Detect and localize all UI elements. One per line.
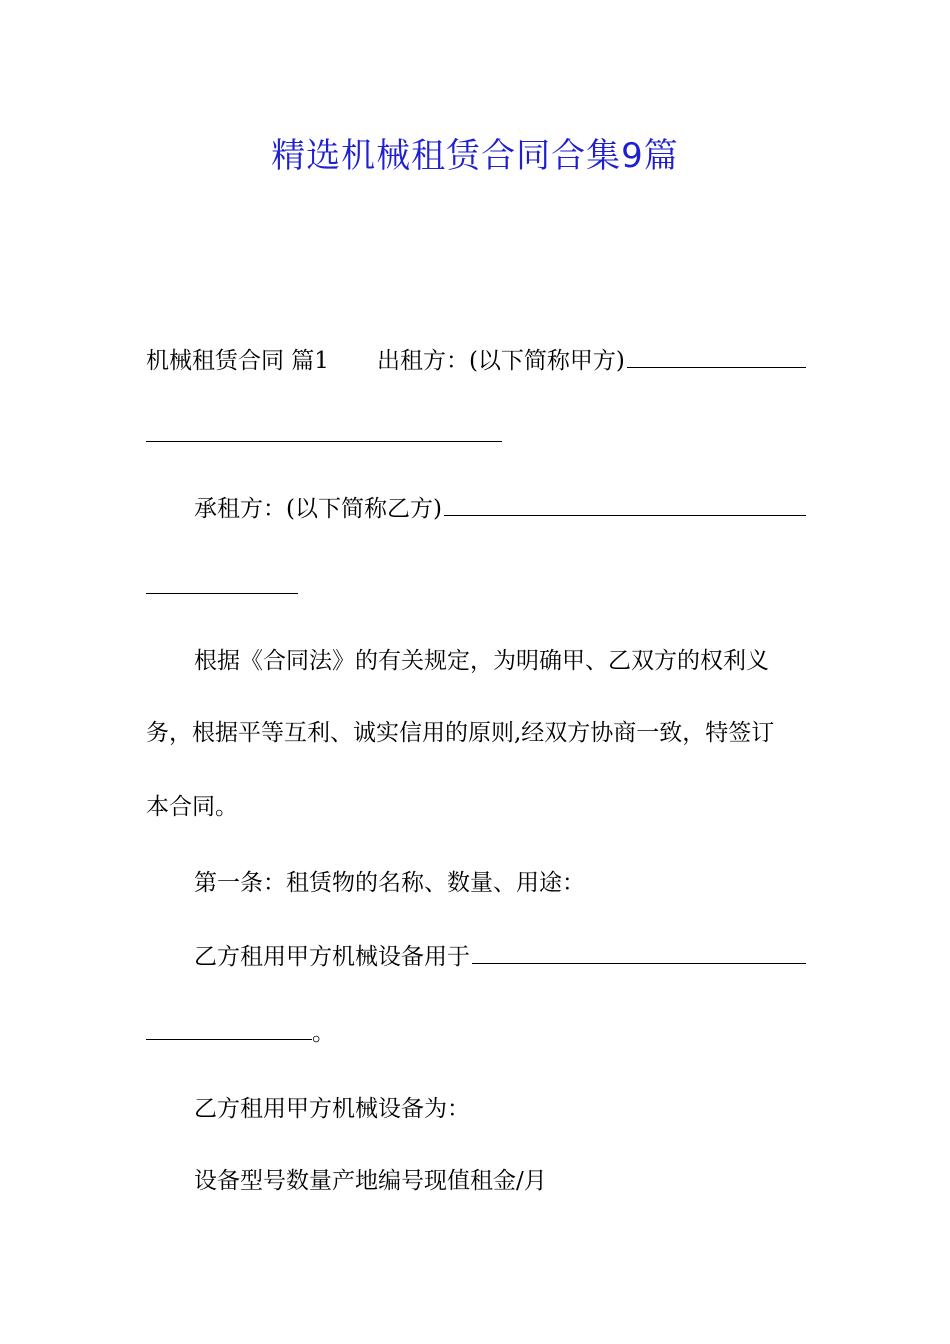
lessor-blank-continued	[146, 420, 806, 450]
equipment-label: 乙方租用甲方机械设备为：	[194, 1096, 470, 1122]
blank-line	[146, 1021, 312, 1040]
preamble-line-1: 根据《合同法》的有关规定，为明确甲、乙双方的权利义	[194, 648, 769, 674]
equipment-table-header: 设备型号数量产地编号现值租金/月	[194, 1168, 547, 1194]
usage-line	[146, 942, 806, 972]
usage-end: 。	[312, 1020, 335, 1046]
blank-line	[146, 423, 502, 442]
blank-line	[146, 575, 298, 594]
section-heading: 机械租赁合同 篇1	[146, 348, 329, 374]
lessor-blank	[627, 349, 806, 368]
lessee-blank-continued	[146, 572, 806, 602]
lessor-label: 出租方：(以下简称甲方)	[376, 348, 625, 374]
preamble-line-3: 本合同。	[146, 794, 238, 820]
lessor-line	[146, 346, 806, 376]
usage-label: 乙方租用甲方机械设备用于	[194, 944, 470, 970]
article-1-heading: 第一条：租赁物的名称、数量、用途：	[194, 870, 585, 896]
usage-blank-continued	[146, 1018, 806, 1048]
usage-blank	[472, 945, 806, 964]
lessee-blank	[444, 497, 806, 516]
lessee-line	[146, 494, 806, 524]
document-title: 精选机械租赁合同合集9篇	[271, 136, 679, 176]
preamble-line-2: 务，根据平等互利、诚实信用的原则,经双方协商一致，特签订	[146, 720, 775, 746]
lessee-label: 承租方：(以下简称乙方)	[194, 496, 442, 522]
